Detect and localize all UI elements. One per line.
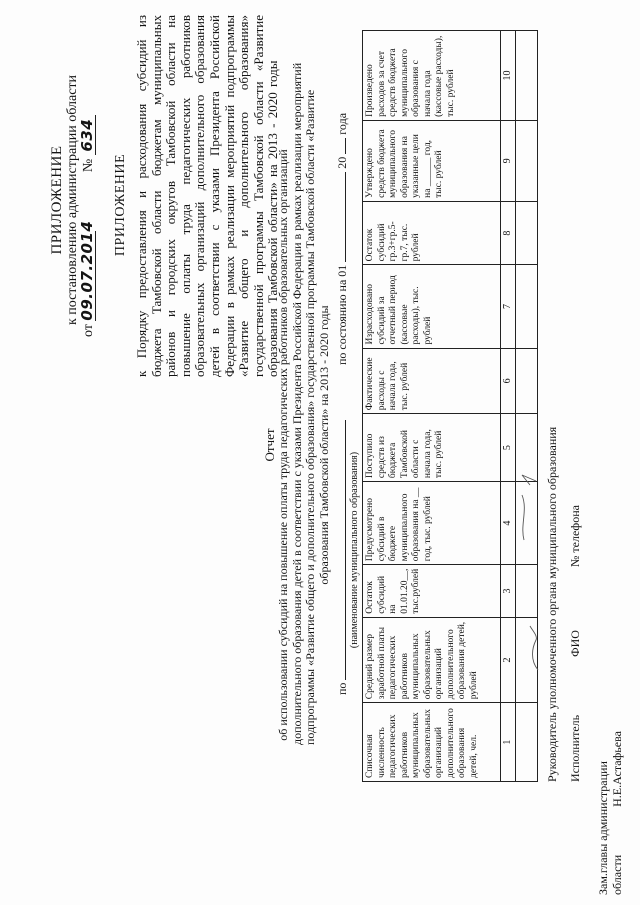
header-balance-end: Остаток субсидий гр.3+гр.5-гр.7, тыс. рублей <box>363 201 501 264</box>
deputy-block: Зам.главы администрации области Н.Е.Астафьева <box>596 731 624 895</box>
header-actual-expenses: Фактические расходы с начала года, тыс. рублей <box>363 348 501 414</box>
report-state-date: по состоянию на 01 20 года <box>335 112 349 365</box>
header-average-salary: Средний размер заработной платы педагогических работников муниципальных образовательных организаций дополнительного образования детей, рублей <box>363 617 501 702</box>
municipality-blank <box>333 420 346 680</box>
signature-mark <box>510 440 550 700</box>
decree-annex-block <box>50 35 96 365</box>
executor-fio: ФИО <box>568 630 582 657</box>
report-title: об использовании субсидий на повышение оплаты труда педагогических работников образовательных организаций дополнительного образования детей в соответствии с указами Президента Российской Федерации в рамках реализации мероприятий подпрограммы «Развитие общего и дополнительного образования» государственной программы Тамбовской области «Развитие образования Тамбовской области» на 2013 - 2020 годы <box>276 62 331 745</box>
table-number-row: 1 2 3 4 5 6 7 8 9 10 <box>501 31 516 782</box>
municipality-caption: (наименование муниципального образования) <box>349 451 360 649</box>
order-annex-text: к Порядку предоставления и расходования субсидий из бюджета Тамбовской области бюджетам муниципальных районов и городских округов Тамбовской области на повышение оплаты труда педагогических работников образовательных организаций дополнительного образования детей в соответствии с указами Президента Российской Федерации в рамках реализации мероприятий подпрограммы «Развитие общего и дополнительного образования» государственной программы Тамбовской области «Развитие образования Тамбовской области» на 2013 - 2020 годы <box>134 15 281 377</box>
decree-number: 634 <box>80 115 96 155</box>
header-balance-start: Остаток субсидий на 01.01.20__, тыс.рублей <box>363 565 501 618</box>
header-planned-subsidy: Предусмотрено субсидий в бюджете муниципального образования на __ год, тыс. рублей <box>363 482 501 565</box>
table-header-row <box>363 31 501 782</box>
decree-date-number: от 09.07.2014 № 634 <box>80 35 96 365</box>
report-heading: Отчет <box>262 428 277 462</box>
executor-label: Исполнитель <box>568 714 582 782</box>
municipality-line: по <box>333 405 350 695</box>
decree-date: 09.07.2014 <box>78 220 96 321</box>
header-spent-subsidy: Израсходовано субсидий за отчетный период (кассовые расходы), тыс. рублей <box>363 265 501 348</box>
header-approved-municipal: Утверждено средств бюджета муниципального образования на указанные цели на ______ год, тыс. рублей <box>363 120 501 201</box>
order-annex-title: ПРИЛОЖЕНИЕ <box>113 153 128 257</box>
decree-reference: к постановлению администрации области <box>65 74 80 326</box>
header-received-funds: Поступило средств из бюджета Тамбовской области с начала года, тыс. рублей <box>363 414 501 482</box>
executor-phone: № телефона <box>568 505 582 568</box>
decree-annex-title: ПРИЛОЖЕНИЕ <box>49 145 65 255</box>
header-staff-count: Списочная численность педагогических работников муниципальных образовательных организаций дополнительного образования детей, чел. <box>363 703 501 782</box>
deputy-name: Н.Е.Астафьева <box>610 731 624 807</box>
header-municipal-expenses: Произведено расходов за счет средств бюджета муниципального образования с начала года (кассовые расходы), тыс. рублей <box>363 31 501 121</box>
executor-line <box>568 262 583 782</box>
head-signature-line: Руководитель уполномоченного органа муниципального образования <box>545 426 559 782</box>
